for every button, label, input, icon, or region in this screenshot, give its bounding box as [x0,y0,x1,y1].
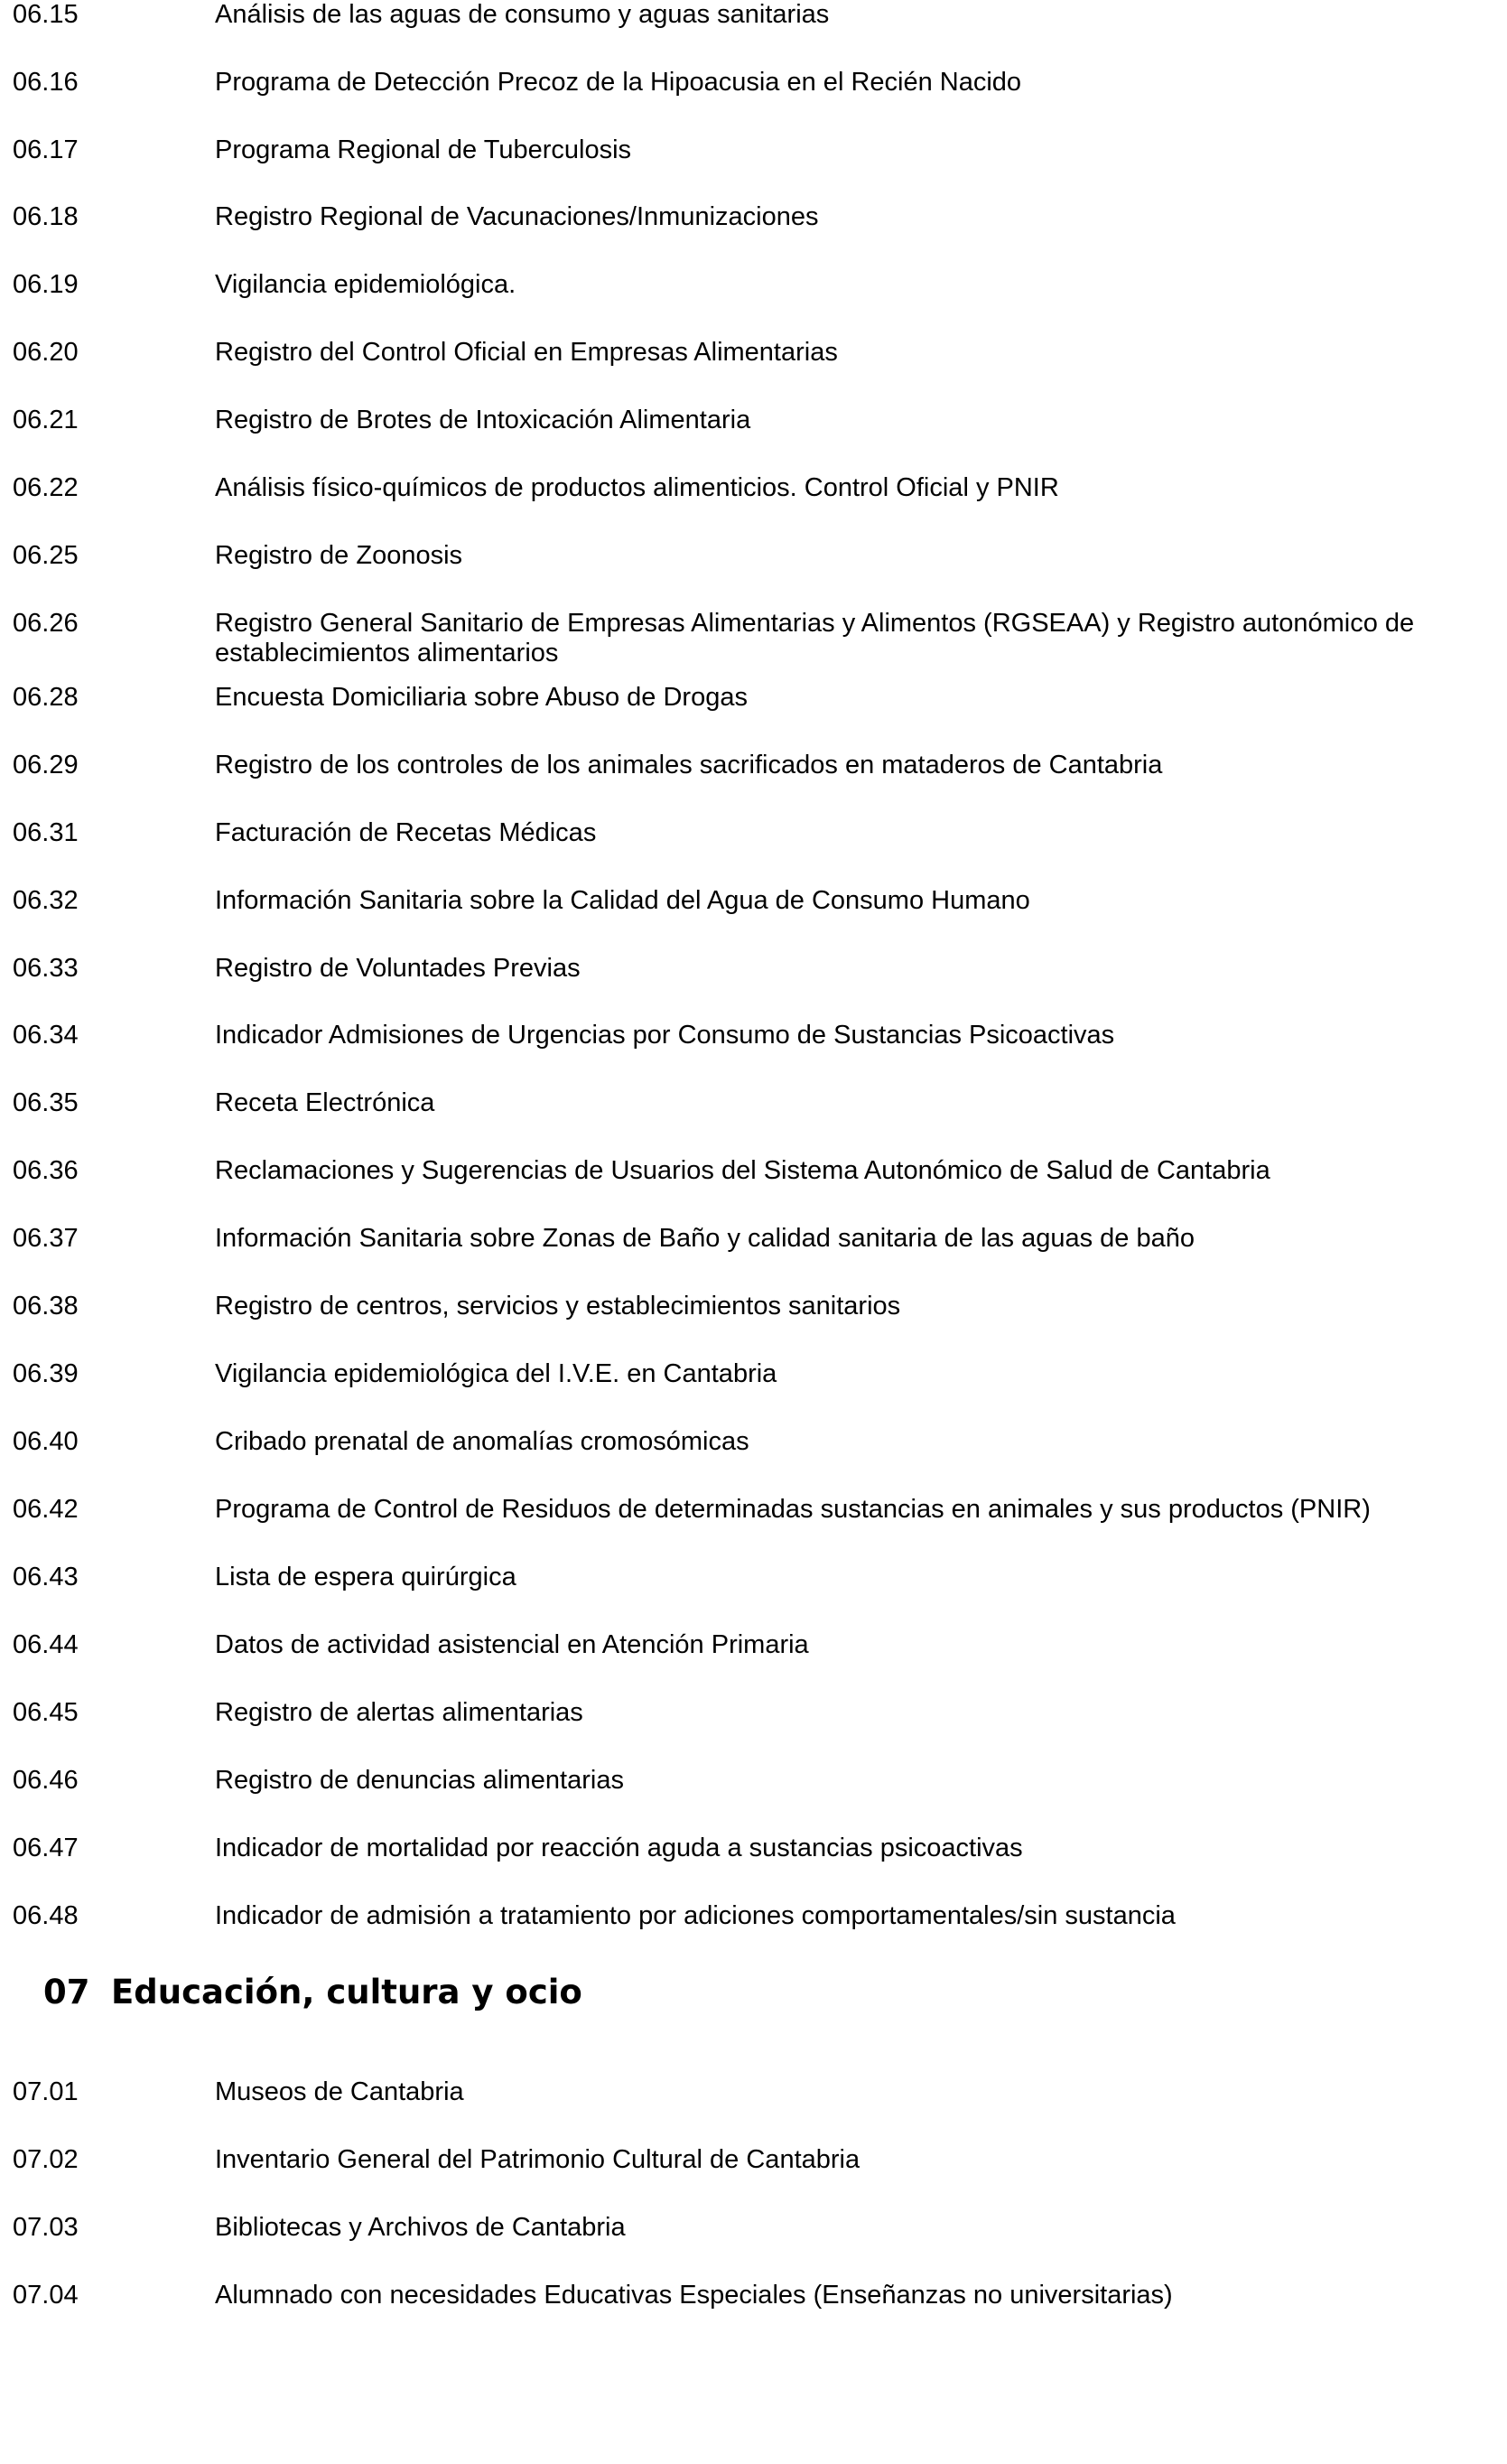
section-heading [43,1973,582,2012]
item-description: Registro General Sanitario de Empresas Alimentarias y Alimentos (RGSEAA) y Registro autonómico de establecimientos alimentarios [215,609,1415,667]
item-description: Registro de alertas alimentarias [215,1698,583,1727]
item-description: Indicador de admisión a tratamiento por adiciones comportamentales/sin sustancia [215,1901,1176,1930]
item-description: Programa de Control de Residuos de determinadas sustancias en animales y sus productos (PNIR) [215,1495,1371,1524]
item-code: 06.42 [13,1495,79,1524]
item-code: 06.17 [13,135,79,164]
item-code: 07.01 [13,2077,79,2106]
item-description: Cribado prenatal de anomalías cromosómicas [215,1427,749,1456]
item-code: 06.15 [13,0,79,29]
item-description: Museos de Cantabria [215,2077,464,2106]
item-code: 06.32 [13,886,79,915]
item-code: 06.45 [13,1698,79,1727]
item-description: Indicador de mortalidad por reacción aguda a sustancias psicoactivas [215,1834,1023,1862]
item-description: Facturación de Recetas Médicas [215,818,597,847]
item-description: Lista de espera quirúrgica [215,1563,516,1591]
item-description: Vigilancia epidemiológica del I.V.E. en Cantabria [215,1359,777,1388]
item-description: Información Sanitaria sobre la Calidad del Agua de Consumo Humano [215,886,1030,915]
item-description: Registro Regional de Vacunaciones/Inmunizaciones [215,202,819,231]
item-description: Receta Electrónica [215,1088,435,1117]
item-description: Análisis físico-químicos de productos alimenticios. Control Oficial y PNIR [215,473,1059,502]
item-code: 06.39 [13,1359,79,1388]
item-description: Reclamaciones y Sugerencias de Usuarios del Sistema Autonómico de Salud de Cantabria [215,1156,1270,1185]
item-code: 07.04 [13,2281,79,2310]
item-code: 07.02 [13,2145,79,2174]
item-code: 06.28 [13,683,79,712]
section-title: Educación, cultura y ocio [111,1973,582,2011]
item-code: 07.03 [13,2213,79,2242]
item-description: Programa de Detección Precoz de la Hipoacusia en el Recién Nacido [215,68,1022,97]
item-code: 06.16 [13,68,79,97]
item-code: 06.33 [13,954,79,983]
item-description: Registro de Zoonosis [215,541,463,570]
item-description: Registro de centros, servicios y establecimientos sanitarios [215,1292,901,1321]
item-code: 06.22 [13,473,79,502]
item-description: Vigilancia epidemiológica. [215,270,516,299]
item-description: Bibliotecas y Archivos de Cantabria [215,2213,626,2242]
item-code: 06.46 [13,1766,79,1795]
item-description: Inventario General del Patrimonio Cultural de Cantabria [215,2145,860,2174]
item-code: 06.37 [13,1224,79,1253]
item-description: Registro de denuncias alimentarias [215,1766,624,1795]
item-description: Datos de actividad asistencial en Atención Primaria [215,1630,809,1659]
item-description: Registro de Brotes de Intoxicación Alimentaria [215,406,751,434]
item-description: Registro de los controles de los animales sacrificados en mataderos de Cantabria [215,751,1163,779]
item-code: 06.18 [13,202,79,231]
item-code: 06.44 [13,1630,79,1659]
item-code: 06.19 [13,270,79,299]
item-description: Indicador Admisiones de Urgencias por Consumo de Sustancias Psicoactivas [215,1021,1115,1050]
item-code: 06.25 [13,541,79,570]
item-code: 06.34 [13,1021,79,1050]
item-description: Registro de Voluntades Previas [215,954,581,983]
item-code: 06.29 [13,751,79,779]
item-code: 06.20 [13,338,79,367]
item-description: Registro del Control Oficial en Empresas Alimentarias [215,338,838,367]
item-code: 06.47 [13,1834,79,1862]
item-code: 06.48 [13,1901,79,1930]
item-code: 06.38 [13,1292,79,1321]
item-code: 06.35 [13,1088,79,1117]
item-code: 06.31 [13,818,79,847]
item-description: Información Sanitaria sobre Zonas de Baño y calidad sanitaria de las aguas de baño [215,1224,1195,1253]
item-description: Análisis de las aguas de consumo y aguas sanitarias [215,0,830,29]
item-description: Encuesta Domiciliaria sobre Abuso de Drogas [215,683,748,712]
item-code: 06.36 [13,1156,79,1185]
item-code: 06.26 [13,609,79,638]
item-code: 06.21 [13,406,79,434]
item-description: Programa Regional de Tuberculosis [215,135,632,164]
item-description: Alumnado con necesidades Educativas Especiales (Enseñanzas no universitarias) [215,2281,1173,2310]
item-code: 06.40 [13,1427,79,1456]
section-number: 07 [43,1973,90,2011]
item-code: 06.43 [13,1563,79,1591]
